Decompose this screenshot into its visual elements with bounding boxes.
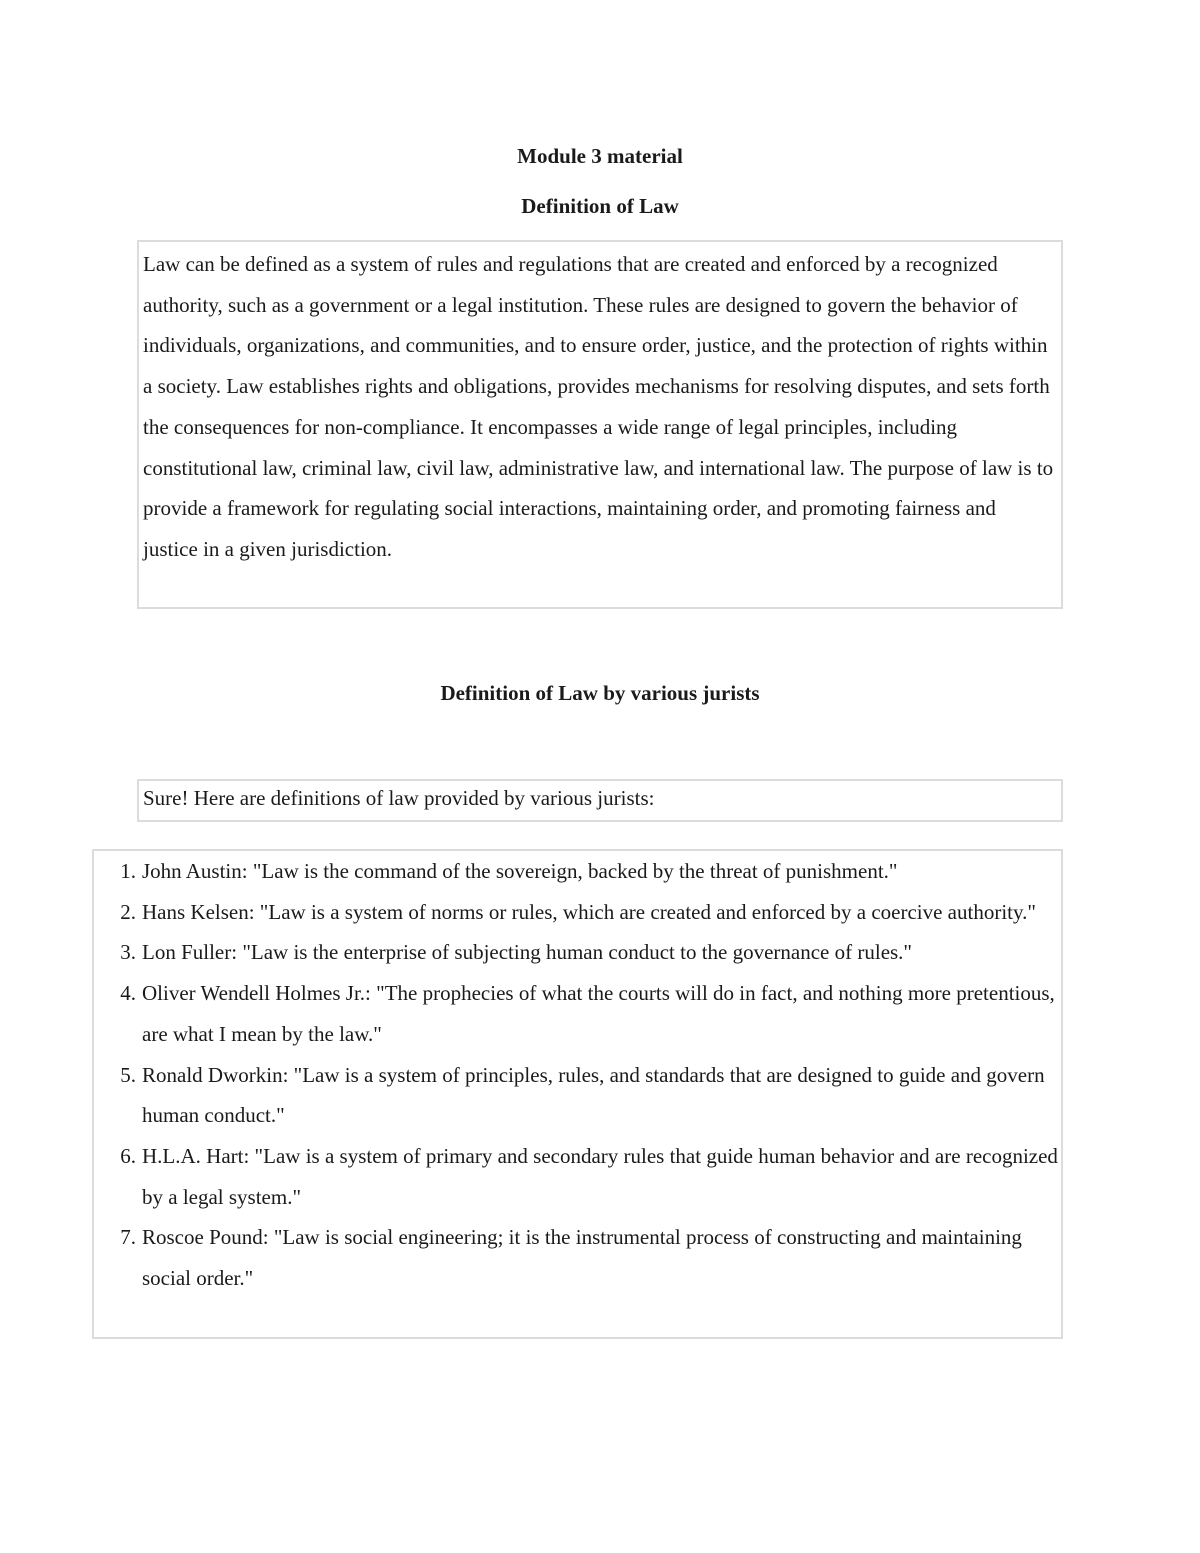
definition-text: Law can be defined as a system of rules and regulations that are created and enforced by a recognized authority, such as a government or a legal institution. These rules are designed to govern the behavior of individuals, organizations, and communities, and to ensure order, justice, and the protection of rights within a society. Law establishes rights and obligations, provides mechanisms for resolving disputes, and sets forth the consequences for non-compliance. It encompasses a wide range of legal principles, including constitutional law, criminal law, civil law, administrative law, and international law. The purpose of law is to provide a framework for regulating social interactions, maintaining order, and promoting fairness and justice in a given jurisdiction. [143, 252, 1054, 561]
jurists-list [94, 851, 1061, 1299]
list-item-text: Ronald Dworkin: "Law is a system of principles, rules, and standards that are designed to guide and govern human conduct." [142, 1062, 1045, 1128]
section-heading-definition: Definition of Law [521, 194, 679, 218]
page-title: Module 3 material [517, 144, 683, 168]
list-item [94, 1055, 1061, 1136]
list-item-text: Roscoe Pound: "Law is social engineering; it is the instrumental process of constructing and maintaining social order." [142, 1225, 1022, 1291]
intro-box [137, 779, 1063, 822]
list-item-text: John Austin: "Law is the command of the sovereign, backed by the threat of punishment." [142, 859, 898, 883]
list-item-number: 7. [120, 1225, 136, 1250]
jurists-box [92, 849, 1063, 1339]
list-item-text: Hans Kelsen: "Law is a system of norms or rules, which are created and enforced by a coercive authority." [142, 899, 1036, 924]
list-item-text: Oliver Wendell Holmes Jr.: "The prophecies of what the courts will do in fact, and nothing more pretentious, are what I mean by the law." [142, 981, 1055, 1046]
list-item [94, 892, 1061, 933]
section-heading-jurists: Definition of Law by various jurists [440, 681, 760, 705]
definition-box [137, 240, 1063, 609]
list-item-number: 1. [120, 859, 136, 883]
intro-text: Sure! Here are definitions of law provided by various jurists: [143, 786, 655, 810]
list-item [94, 932, 1061, 973]
list-item [94, 1136, 1061, 1217]
list-item [94, 973, 1061, 1054]
list-item-number: 2. [120, 899, 136, 924]
list-item-number: 3. [120, 940, 136, 965]
list-item-number: 5. [120, 1062, 136, 1087]
list-item [94, 1217, 1061, 1298]
list-item-text: Lon Fuller: "Law is the enterprise of subjecting human conduct to the governance of rules." [142, 940, 913, 965]
list-item-number: 6. [120, 1143, 136, 1168]
list-item-text: H.L.A. Hart: "Law is a system of primary and secondary rules that guide human behavior and are recognized by a legal system." [142, 1143, 1058, 1209]
list-item-number: 4. [120, 981, 136, 1006]
list-item [94, 851, 1061, 892]
